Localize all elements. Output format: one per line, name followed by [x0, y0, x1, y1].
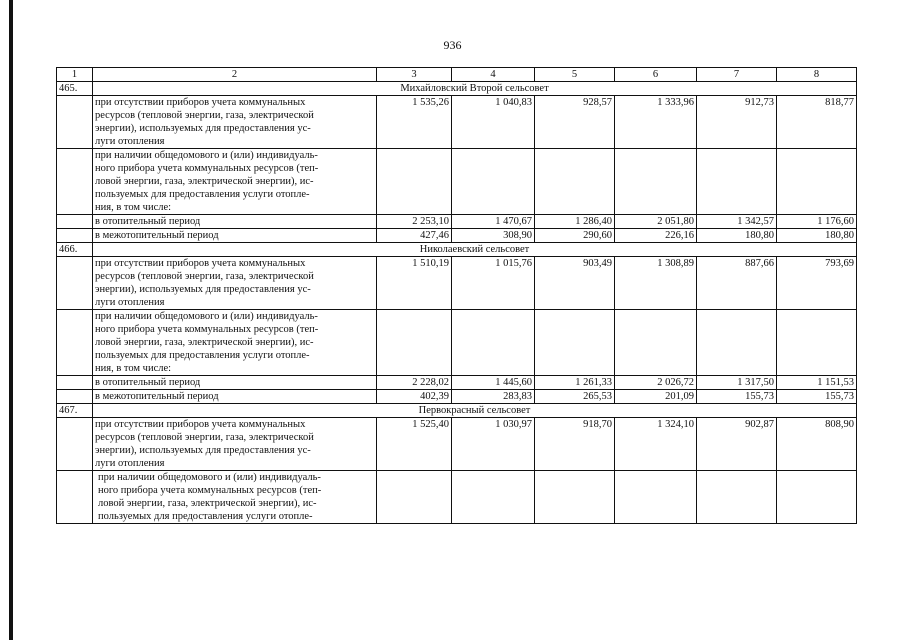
table-row — [57, 229, 857, 243]
value-cell: 928,57 — [535, 96, 615, 149]
value-cell: 1 535,26 — [377, 96, 452, 149]
column-header: 5 — [535, 68, 615, 82]
value-cell: 155,73 — [777, 390, 857, 404]
row-number-cell — [57, 418, 93, 471]
column-header: 2 — [93, 68, 377, 82]
row-number-cell — [57, 390, 93, 404]
value-cell — [377, 149, 452, 215]
value-cell: 1 510,19 — [377, 257, 452, 310]
column-header: 7 — [697, 68, 777, 82]
value-cell: 1 015,76 — [452, 257, 535, 310]
value-cell: 1 308,89 — [615, 257, 697, 310]
row-number-cell — [57, 96, 93, 149]
table-row — [57, 471, 857, 524]
value-cell: 918,70 — [535, 418, 615, 471]
value-cell: 180,80 — [777, 229, 857, 243]
value-cell — [615, 149, 697, 215]
value-cell: 290,60 — [535, 229, 615, 243]
group-number: 466. — [57, 243, 93, 257]
value-cell: 903,49 — [535, 257, 615, 310]
value-cell: 1 525,40 — [377, 418, 452, 471]
column-header-row — [57, 68, 857, 82]
row-number-cell — [57, 257, 93, 310]
value-cell: 1 040,83 — [452, 96, 535, 149]
value-cell — [377, 310, 452, 376]
value-cell — [697, 310, 777, 376]
row-label: при наличии общедомового и (или) индивидуаль- ного прибора учета коммунальных ресурсов (теп- ловой энергии, газа, электрической энергии), ис- пользуемых для предоставления услуги отопле- ния, в том числе: — [93, 149, 377, 215]
column-header: 8 — [777, 68, 857, 82]
value-cell: 902,87 — [697, 418, 777, 471]
value-cell: 818,77 — [777, 96, 857, 149]
row-label: при отсутствии приборов учета коммунальных ресурсов (тепловой энергии, газа, электрической энергии), используемых для предоставления ус- луги отопления — [93, 96, 377, 149]
value-cell — [452, 149, 535, 215]
value-cell: 2 026,72 — [615, 376, 697, 390]
value-cell: 1 176,60 — [777, 215, 857, 229]
value-cell — [615, 471, 697, 524]
page-edge-bar — [9, 0, 13, 640]
group-name: Михайловский Второй сельсовет — [93, 82, 857, 96]
value-cell: 1 261,33 — [535, 376, 615, 390]
value-cell — [777, 310, 857, 376]
column-header: 1 — [57, 68, 93, 82]
value-cell: 402,39 — [377, 390, 452, 404]
value-cell — [535, 149, 615, 215]
value-cell: 1 445,60 — [452, 376, 535, 390]
value-cell — [535, 471, 615, 524]
value-cell: 427,46 — [377, 229, 452, 243]
value-cell: 1 333,96 — [615, 96, 697, 149]
value-cell — [697, 471, 777, 524]
value-cell: 1 286,40 — [535, 215, 615, 229]
group-row — [57, 404, 857, 418]
row-number-cell — [57, 149, 93, 215]
table-row — [57, 149, 857, 215]
table-row — [57, 96, 857, 149]
page-number: 936 — [443, 38, 462, 52]
value-cell: 1 030,97 — [452, 418, 535, 471]
value-cell: 1 317,50 — [697, 376, 777, 390]
row-label: при наличии общедомового и (или) индивидуаль- ного прибора учета коммунальных ресурсов (теп- ловой энергии, газа, электрической энергии), ис- пользуемых для предоставления услуги отопле- — [98, 472, 322, 522]
group-number: 467. — [57, 404, 93, 418]
value-cell — [377, 471, 452, 524]
row-label: при отсутствии приборов учета коммунальных ресурсов (тепловой энергии, газа, электрической энергии), используемых для предоставления ус- луги отопления — [93, 418, 377, 471]
value-cell: 912,73 — [697, 96, 777, 149]
value-cell: 1 342,57 — [697, 215, 777, 229]
row-label: при отсутствии приборов учета коммунальных ресурсов (тепловой энергии, газа, электрической энергии), используемых для предоставления ус- луги отопления — [93, 257, 377, 310]
tariff-table — [56, 67, 857, 524]
value-cell: 808,90 — [777, 418, 857, 471]
value-cell: 155,73 — [697, 390, 777, 404]
row-label: в отопительный период — [93, 376, 377, 390]
value-cell: 1 324,10 — [615, 418, 697, 471]
row-number-cell — [57, 310, 93, 376]
value-cell — [452, 310, 535, 376]
value-cell — [697, 149, 777, 215]
column-header: 6 — [615, 68, 697, 82]
table-row — [57, 215, 857, 229]
group-number: 465. — [57, 82, 93, 96]
row-number-cell — [57, 229, 93, 243]
group-row — [57, 82, 857, 96]
row-label: в отопительный период — [93, 215, 377, 229]
table-row — [57, 257, 857, 310]
value-cell: 1 151,53 — [777, 376, 857, 390]
value-cell — [777, 471, 857, 524]
value-cell — [535, 310, 615, 376]
value-cell: 201,09 — [615, 390, 697, 404]
row-label-cell — [93, 471, 377, 524]
group-row — [57, 243, 857, 257]
row-number-cell — [57, 376, 93, 390]
value-cell: 226,16 — [615, 229, 697, 243]
value-cell: 283,83 — [452, 390, 535, 404]
value-cell — [777, 149, 857, 215]
row-number-cell — [57, 471, 93, 524]
column-header: 3 — [377, 68, 452, 82]
value-cell: 2 253,10 — [377, 215, 452, 229]
value-cell: 265,53 — [535, 390, 615, 404]
value-cell: 180,80 — [697, 229, 777, 243]
row-number-cell — [57, 215, 93, 229]
value-cell: 887,66 — [697, 257, 777, 310]
row-label: при наличии общедомового и (или) индивидуаль- ного прибора учета коммунальных ресурсов (теп- ловой энергии, газа, электрической энергии), ис- пользуемых для предоставления услуги отопле- ния, в том числе: — [93, 310, 377, 376]
value-cell: 308,90 — [452, 229, 535, 243]
value-cell — [615, 310, 697, 376]
table-row — [57, 390, 857, 404]
row-label: в межотопительный период — [93, 229, 377, 243]
table-row — [57, 310, 857, 376]
value-cell: 1 470,67 — [452, 215, 535, 229]
group-name: Николаевский сельсовет — [93, 243, 857, 257]
table-row — [57, 418, 857, 471]
column-header: 4 — [452, 68, 535, 82]
table-row — [57, 376, 857, 390]
value-cell: 793,69 — [777, 257, 857, 310]
value-cell: 2 051,80 — [615, 215, 697, 229]
row-label: в межотопительный период — [93, 390, 377, 404]
value-cell: 2 228,02 — [377, 376, 452, 390]
value-cell — [452, 471, 535, 524]
group-name: Первокрасный сельсовет — [93, 404, 857, 418]
